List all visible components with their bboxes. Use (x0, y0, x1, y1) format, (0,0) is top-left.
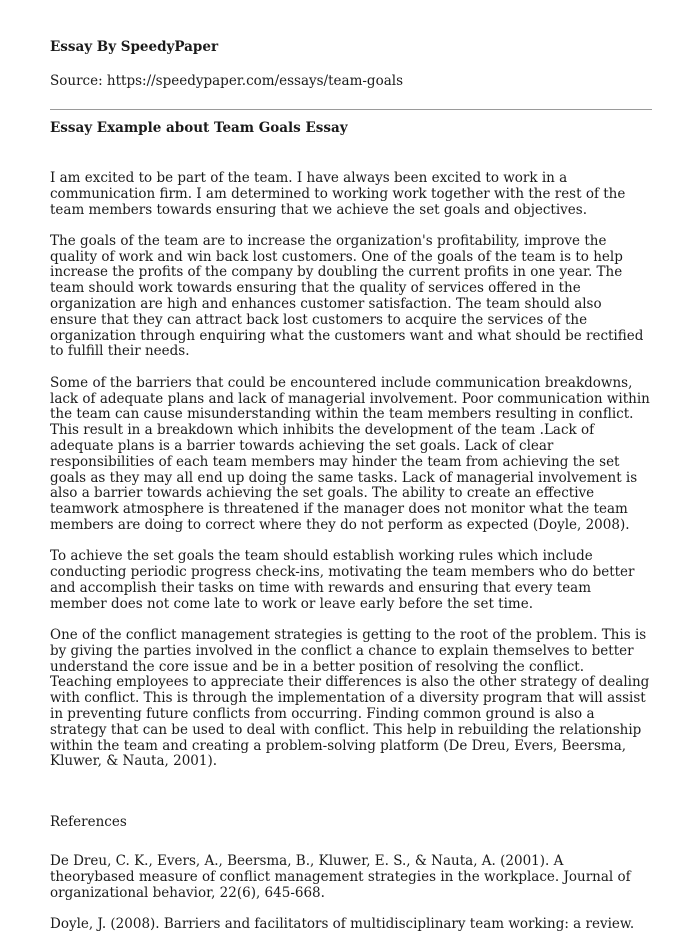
reference-item: Doyle, J. (2008). Barriers and facilitators of multidisciplinary team working: a review. (50, 915, 635, 932)
header-divider (50, 109, 652, 110)
document-source-line: Source: https://speedypaper.com/essays/team-goals (50, 73, 403, 89)
essay-paragraph: To achieve the set goals the team should establish working rules which include conducting periodic progress check-ins, motivating the team members who do better and accomplish their tasks on time with rewards and ensuring that every team member does not come late to work or leave early before the set time. (50, 548, 635, 612)
essay-paragraph: Some of the barriers that could be encountered include communication breakdowns, lack of adequate plans and lack of managerial involvement. Poor communication within the team can cause misunderstanding within the team members resulting in conflict. This result in a breakdown which inhibits the development of the team .Lack of adequate plans is a barrier towards achieving the set goals. Lack of clear responsibilities of each team members may hinder the team from achieving the set goals as they may all end up doing the same tasks. Lack of managerial involvement is also a barrier towards achieving the set goals. The ability to create an effective teamwork atmosphere is threatened if the manager does not monitor what the team members are doing to correct where they do not perform as expected (Doyle, 2008). (50, 374, 650, 533)
essay-paragraph: I am excited to be part of the team. I have always been excited to work in a communication firm. I am determined to working work together with the rest of the team members towards ensuring that we achieve the set goals and objectives. (50, 170, 626, 218)
references-heading: References (50, 814, 127, 831)
essay-paragraph: One of the conflict management strategies is getting to the root of the problem. This is by giving the parties involved in the conflict a chance to explain themselves to better understand the core issue and be in a better position of resolving the conflict. Teaching employees to appreciate their differences is also the other strategy of dealing with conflict. This is through the implementation of a diversity program that will assist in preventing future conflicts from occurring. Finding common ground is also a strategy that can be used to deal with conflict. This help in rebuilding the relationship within the team and creating a problem-solving platform (De Dreu, Evers, Beersma, Kluwer, & Nauta, 2001). (50, 626, 650, 770)
essay-body (50, 171, 650, 770)
essay-title: Essay Example about Team Goals Essay (50, 120, 348, 136)
essay-paragraph: The goals of the team are to increase the organization's profitability, improve the quality of work and win back lost customers. One of the goals of the team is to help increase the profits of the company by doubling the current profits in one year. The team should work towards ensuring that the quality of services offered in the organization are high and enhances customer satisfaction. The team should also ensure that they can attract back lost customers to acquire the services of the organization through enquiring what the customers want and what should be rectified to fulfill their needs. (50, 232, 644, 360)
document-header-title: Essay By SpeedyPaper (50, 39, 219, 55)
reference-item: De Dreu, C. K., Evers, A., Beersma, B., Kluwer, E. S., & Nauta, A. (2001). A theorybased measure of conflict management strategies in the workplace. Journal of organizational behavior, 22(6), 645-668. (50, 853, 631, 901)
